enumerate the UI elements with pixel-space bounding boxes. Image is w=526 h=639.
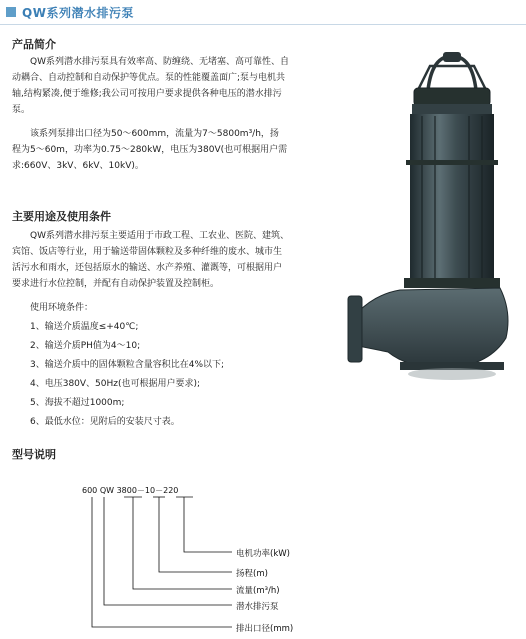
intro-line: QW系列潜水排污泵具有效率高、防缠绕、无堵塞、高可靠性、自 bbox=[30, 57, 289, 67]
legend-item: 潜水排污泵 bbox=[236, 602, 279, 612]
condition-item: 3、输送介质中的固体颗粒含量容积比在4%以下; bbox=[30, 360, 225, 370]
intro-line: 求:660V、3kV、6kV、10kV)。 bbox=[12, 161, 144, 171]
condition-item: 2、输送介质PH值为4～10; bbox=[30, 341, 141, 351]
legend-item: 流量(m³/h) bbox=[236, 586, 280, 596]
condition-item: 4、电压380V、50Hz(也可根据用户要求); bbox=[30, 379, 201, 389]
page-title: QW系列潜水排污泵 bbox=[22, 5, 134, 20]
condition-item: 5、海拔不超过1000m; bbox=[30, 398, 125, 408]
intro-line: 动耦合、自动控制和自动保护等优点。泵的性能覆盖面广;泵与电机共 bbox=[12, 73, 286, 83]
legend-item: 扬程(m) bbox=[236, 569, 268, 579]
intro-line: 泵。 bbox=[12, 105, 31, 115]
model-heading: 型号说明 bbox=[12, 448, 56, 461]
usage-line: QW系列潜水排污泵主要适用于市政工程、工农业、医院、建筑、 bbox=[30, 231, 289, 241]
intro-line: 程为5～60m，功率为0.75～280kW，电压为380V(也可根据用户需 bbox=[12, 145, 288, 155]
intro-heading: 产品简介 bbox=[12, 38, 56, 51]
model-code: 600 QW 3800－10－220 bbox=[82, 486, 179, 495]
bracket-line bbox=[133, 497, 232, 589]
usage-line: 宾馆、饭店等行业，用于输送带固体颗粒及多种纤维的废水、城市生 bbox=[12, 247, 283, 257]
intro-line: 轴,结构紧凑,便于维修;我公司可按用户要求提供各种电压的潜水排污 bbox=[12, 89, 282, 99]
condition-item: 1、输送介质温度≤+40℃; bbox=[30, 322, 139, 332]
intro-line: 该系列泵排出口径为50～600mm，流量为7～5800m³/h，扬 bbox=[30, 129, 279, 139]
usage-line: 要求进行水位控制，并配有自动保护装置及控制柜。 bbox=[12, 279, 220, 289]
bracket-line bbox=[184, 497, 232, 552]
legend-item: 电机功率(kW) bbox=[236, 549, 290, 559]
submersible-pump-illustration bbox=[340, 50, 520, 400]
usage-heading: 主要用途及使用条件 bbox=[12, 210, 111, 223]
usage-line: 活污水和雨水，还包括原水的输送、水产养殖、灌溉等，可根据用户 bbox=[12, 263, 283, 273]
bracket-line bbox=[159, 497, 232, 572]
env-title: 使用环境条件： bbox=[30, 303, 94, 313]
legend-item: 排出口径(mm) bbox=[236, 624, 294, 634]
bracket-line bbox=[92, 497, 232, 627]
condition-item: 6、最低水位：见附后的安装尺寸表。 bbox=[30, 417, 180, 427]
